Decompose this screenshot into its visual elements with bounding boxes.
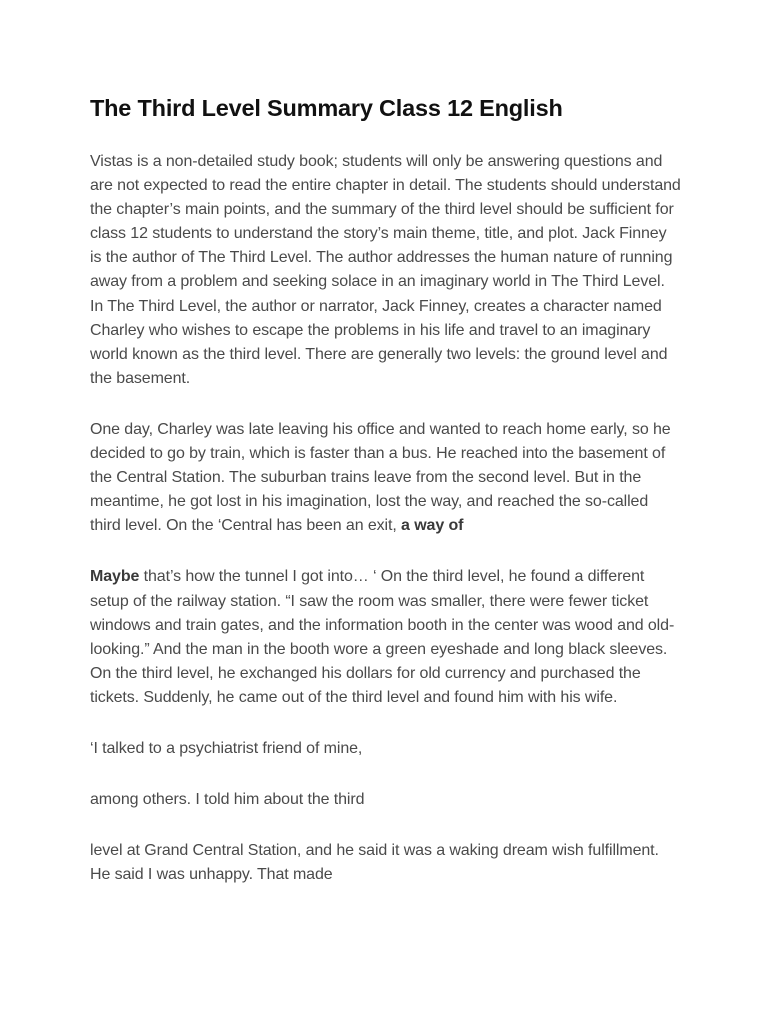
- paragraph-psychiatrist: ‘I talked to a psychiatrist friend of mine,: [90, 739, 363, 757]
- paragraph-intro: Vistas is a non-detailed study book; students will only be answering questions and are not expected to read the entire chapter in detail. The students should understand the chapter’s main points, and the summary of the third level should be sufficient for class 12 students to understand the story’s main theme, title, and plot. Jack Finney is the author of The Third Level. The author addresses the human nature of running away from a problem and seeking solace in an imaginary world in The Third Level. In The Third Level, the author or narrator, Jack Finney, creates a character named Charley who wishes to escape the problems in his life and travel to an imaginary world known as the third level. There are generally two levels: the ground level and the basement.: [90, 153, 681, 387]
- paragraph-third-level: [90, 565, 682, 710]
- bold-text: Maybe: [90, 568, 140, 586]
- paragraph-text: that’s how the tunnel I got into… ‘ On the third level, he found a different setup of the railway station. “I saw the room was smaller, there were fewer ticket windows and train gates, and the information booth in the center was wood and old-looking.” And the man in the booth wore a green eyeshade and long black sleeves. On the third level, he exchanged his dollars for old currency and purchased the tickets. Suddenly, he came out of the third level and found him with his wife.: [90, 568, 675, 706]
- document-page: [90, 92, 682, 914]
- paragraph-text: One day, Charley was late leaving his office and wanted to reach home early, so he decided to go by train, which is faster than a bus. He reached into the basement of the Central Station. The suburban trains leave from the second level. But in the meantime, he got lost in his imagination, lost the way, and reached the so-called third level. On the ‘Central has been an exit,: [90, 420, 671, 535]
- bold-text: a way of: [401, 517, 464, 535]
- paragraph-charley-late: [90, 418, 682, 538]
- page-title: The Third Level Summary Class 12 English: [90, 95, 563, 121]
- paragraph-among-others: among others. I told him about the third: [90, 791, 365, 809]
- paragraph-waking-dream: level at Grand Central Station, and he said it was a waking dream wish fulfillment. He said I was unhappy. That made: [90, 842, 659, 884]
